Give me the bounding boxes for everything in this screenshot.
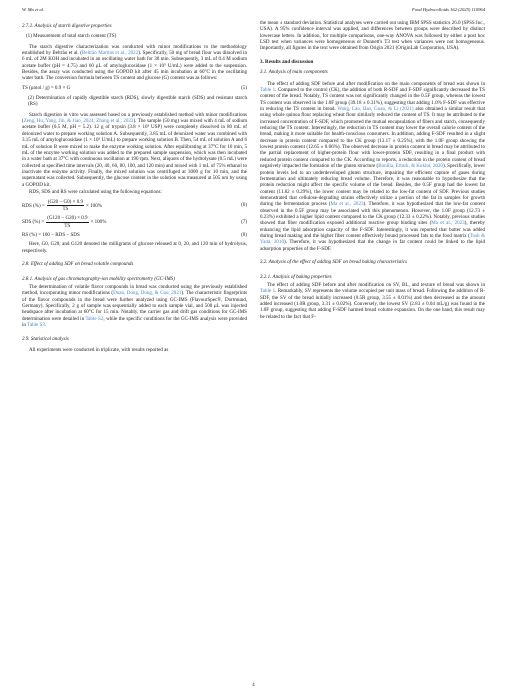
section-title-2-8: 2.8. Effect of adding SDF on bread volatile compounds — [22, 261, 134, 268]
citation-link[interactable]: Ma et al., 2023 — [330, 201, 364, 208]
subheading-total-starch: (1) Measurement of total starch content (TS) — [26, 33, 117, 40]
paragraph-baking-properties: The effect of adding SDF before and after modification on SV, BL, and texture of bread was shown in Table 1. Remarkably, SV represents the volume occupied per unit mass of bread. Following the addition of R-SDF, the SV of the bread initially increased (0.5R group, 3.55 ± 0.01%) and then decreased as the amount added increased (1.0R group, 3.31 ± 0.02%). Conversely, the lowest SV (2.83 ± 0.04 mL/g) was found in the 1.0F group, suggesting that adding F-SDF harmed bread volume expansion. On the one hand, this result may be related to the fact that F- — [260, 281, 485, 320]
table-1-link[interactable]: Table 1 — [260, 288, 276, 295]
paragraph-main-components: The effect of adding SDF before and after modification on the main components of bread was shown in Table 1. Compared to the control (CK), the addition of both R-SDF and F-SDF significantly decreased the TS content of the bread. Notably, TS content was not significantly changed in the 0.5F group, whereas the lowest TS content was observed in the 1.0F group (39.18 ± 0.31%), suggesting that adding 1.0% F-SDF was effective in reducing the TS content in bread. Wang, Lao, Bao, Guan, & Li (2021) also obtained a similar result that using whole quinoa flour replacing wheat flour similarly reduced the content of TS. It may be attributed to the increased concentration of F-SDF, which promoted the mutual encapsulation of fibers and starch, consequently reducing the TS content. Interestingly, the reduction in TS content may lower the overall calorie content of the bread, making it more suitable for health-conscious consumers. In addition, adding F-SDF resulted in a slight decrease in protein content compared to the CK group (13.17 ± 0.25%), with the 1.0F group showing the lowest protein content (12.65 ± 0.06%). The observed decrease in protein content in bread may be attributed to the partial replacement of higher-protein flour with lower-protein SDF, resulting in a final product with reduced protein content compared to the CK. According to reports, a reduction in the protein content of bread negatively impacted the formation of the gluten structure (Bonilla, Erturk, & Kokini, 2020). Specifically, lower protein levels led to an underdeveloped gluten structure, impairing the efficient capture of gases during fermentation and ultimately reducing bread volume. Therefore, it was reasonable to hypothesize that the protein reduction might affect the specific volume of the bread. Besides, the 0.5F group had the lowest fat content (11.82 ± 0.29%), the lower content may be related to the low-fat content of SDF. Previous studies demonstrated that cellulose-degrading strains effectively utilize a portion of the fat in samples for growth during the fermentation process (Ma et al., 2023). Therefore, it was hypothesized that the low-fat content observed in the 0.5F group may be associated with this phenomenon. However, the 1.0F group (12.73 ± 0.23%) exhibited a higher lipid content compared to the CK group (12.33 ± 0.22%). Notably, previous studies showed that fiber modification exposed additional reactive group binding sites (Ma et al., 2023), thereby enhancing the lipid adsorption capacity of the F-SDF. Interestingly, it was reported that butter was added during bread making and the higher fiber content effectively bound processed fats to the food matrix (Tosh & Yada, 2010). Therefore, it was hypothesized that the change in fat content could be linked to the lipid adsorption properties of the F-SDF. — [260, 80, 486, 252]
paragraph-ts-method: The starch digestive characterization was conducted with minor modifications to the methodology established by Beltrão et al. (Beltrão Martins et al., 2022). Specifically, 50 mg of bread flour was dissolved in 6 mL of 2M KOH and incubated in an oscillating water bath for 30 min. Subsequently, 3 mL of 0.4 M sodium acetate buffer (pH = 4.75) and 60 μL of amyloglucosidase (1 × 10⁵ U/mL) were added to the suspension. Besides, the assay was conducted using the GOPOD kit after 45 min incubation at 60°C in the oscillating water bath. The conversion formula between TS content and glucose (G) content was as follows: — [22, 43, 247, 82]
paragraph-gc-ims: The determination of volatile flavor compounds in bread was conducted using the previously established method, incorporating minor modifications (Duan, Dong, Dong, & Gao, 2021). The characteristic fingerprints of the flavor compounds in the bread were further analyzed using GC-IMS (FlavourSpec®, Dortmund, Germany). Specifically, 2 g of sample was sequentially added to each sample vial, and 500 μL was injected headspace after incubation at 60°C for 15 min. Notably, the carrier gas and drift gas conditions for GC-IMS determination were detailed in Table S2, while the specific conditions for the GC-IMS analysis were provided in Table S3. — [22, 283, 247, 328]
paragraph-digestion-method: Starch digestion in vitro was assessed based on a previously established method with minor modifications (Zeng, Hu, Yang, Jin, & Jiao, 2024; Zhang et al., 2022). The sample (50 mg) was mixed with 4 mL of sodium acetate buffer (0.5 M, pH = 5.2). 12 g of trypsin (3.8 × 10³ USP) were completely dissolved in 80 mL of deionized water to prepare working solution A. Subsequently, 3.85 mL of deionized water was combined with 3.15 mL of amyloglucosidase (1 × 10⁵ U/mL) to prepare working solution B. Then, 54 mL of solution A and 6 mL of solution B were mixed to make the enzyme working solution. After equilibrating at 37°C for 10 min, 5 mL of the enzyme working solution was added to the prepared sample suspension, which was then incubated in a water bath at 37°C with continuous oscillation at 190 rpm. Next, aliquots of the hydrolysate (0.5 mL) were collected at specified time intervals (20, 40, 60, 80, 100, and 120 min) and mixed with 1 mL of 75% ethanol to inactivate the enzyme activity. Finally, the mixed solution was centrifuged at 3000 g for 10 min, and the supernatant was collected. Subsequently, the glucose content in the solution was measured at 505 nm by using a GOPOD kit. — [22, 111, 247, 188]
running-header-authors: W. Ma et al. — [22, 7, 45, 12]
section-title-3: 3. Results and discussion — [260, 59, 314, 66]
citation-link[interactable]: Beltrão Martins et al., 2022 — [81, 50, 139, 57]
citation-link[interactable]: Wang, Lao, Bao, Guan, & Li (2021) — [337, 106, 414, 113]
paragraph-statistics-start: All experiments were conducted in triplicate, with results reported as — [29, 346, 169, 353]
subheading-rds-sds-rs: (2) Determination of rapidly digestible starch (RDS), slowly digestible starch (SDS) and resistant starch (RS) — [28, 95, 247, 108]
running-header-journal: Food Hydrocolloids 162 (2025) 110964 — [412, 7, 485, 12]
section-title-2-7-2: 2.7.2. Analysis of starch digestive properties — [22, 23, 112, 29]
section-title-2-9: 2.9. Statistical analysis — [22, 335, 69, 342]
citation-link[interactable]: Tosh & Yada, 2010 — [260, 232, 486, 246]
citation-link[interactable]: Ma et al., 2023 — [431, 220, 465, 227]
section-title-3-2-1: 3.2.1. Analysis of baking properties — [260, 273, 332, 280]
citation-link[interactable]: Duan, Dong, Dong, & Gao, 2021 — [113, 290, 182, 297]
right-column — [260, 20, 485, 321]
section-title-3-2: 3.2. Analysis of the effect of adding SDF on bread baking characteristics — [260, 259, 408, 266]
section-title-3-1: 3.1. Analysis of main components — [260, 69, 328, 76]
paragraph-equations-intro: RDS, SDS and RS were calculated using the following equations: — [29, 189, 162, 196]
table-s3-link[interactable]: Table S3 — [27, 322, 45, 328]
paragraph-statistics-end: the mean ± standard deviation. Statistical analyses were carried out using IBM SPSS statistics 26.0 (SPSS Inc., USA). A 95% confidence interval was applied, and differences between groups were described by distinct lowercase letters. In addition, for multiple comparisons, one-way ANOVA was followed by either a post hoc LSD test when variances were homogeneous or Dunnett's T3 test when variances were not homogeneous. Importantly, all figures in the text were obtained from Origin 2021 (OriginLab Corporation, USA). — [260, 20, 485, 52]
paragraph-glucose-definitions: Here, G0, G20, and G120 denoted the milligrams of glucose released at 0, 20, and 120 min of hydrolysis, respectively. — [22, 241, 247, 254]
citation-link[interactable]: Zeng, Hu, Yang, Jin, & Jiao, 2024; Zhang et al., 2022 — [23, 118, 134, 125]
section-title-2-8-1: 2.8.1. Analysis of gas chromatography-ion mobility spectrometry (GC-IMS) — [22, 275, 175, 282]
table-s2-link[interactable]: Table S2 — [85, 315, 104, 322]
equation-7: SDS (%) = $\frac{(G120 - G20) \times 0.9}{TS}$ × 100% (7) — [22, 215, 247, 229]
page-number: 4 — [252, 683, 255, 688]
equation-6: RDS (%) = $\frac{(G20 - G0) \times 0.9}{TS}$ × 100% (6) — [22, 198, 247, 212]
left-column — [22, 20, 247, 355]
equation-5: TS (μmol / g) = 0.9 × G (5) — [22, 84, 247, 91]
citation-link[interactable]: Bonilla, Erturk, & Kokini, 2020 — [378, 163, 443, 170]
equation-8: RS (%) = 100 − RDS − SDS (8) — [22, 231, 247, 238]
table-1-link[interactable]: Table 1 — [260, 87, 276, 94]
